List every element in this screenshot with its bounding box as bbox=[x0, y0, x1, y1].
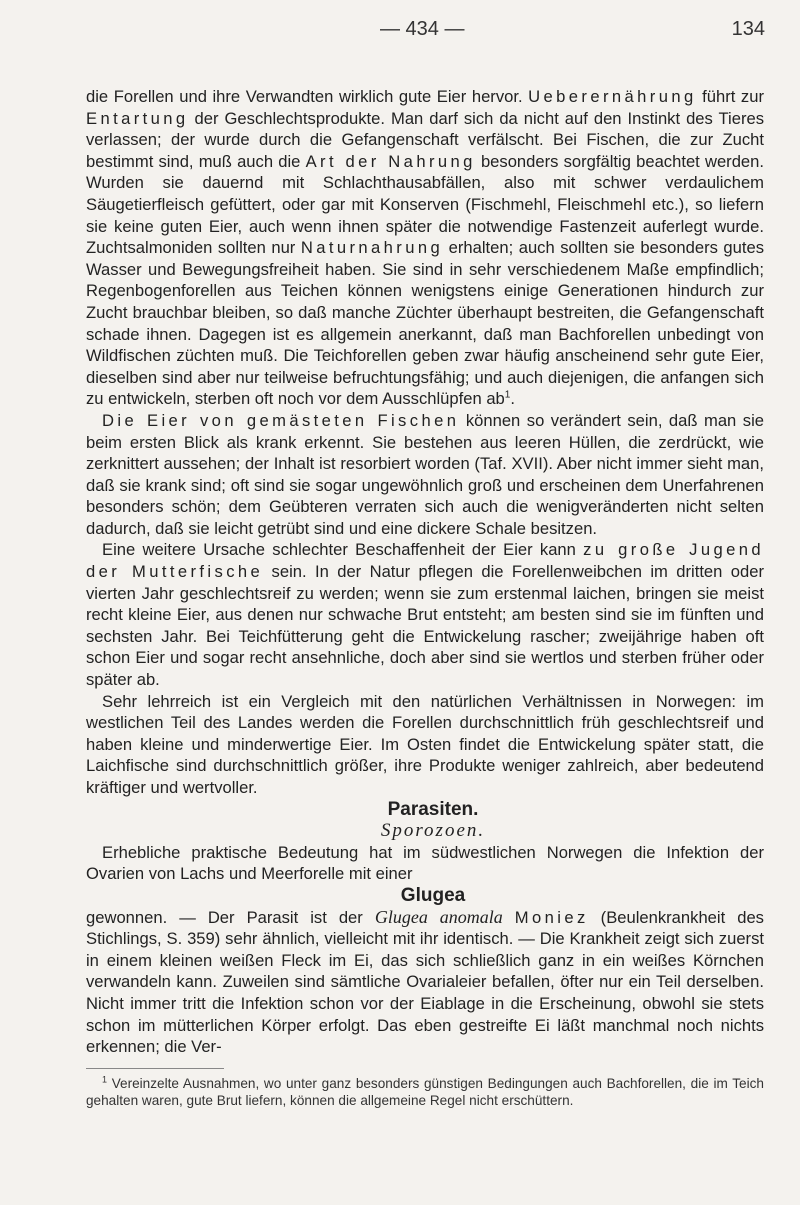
paragraph-infection: Erhebliche praktische Bedeutung hat im südwestlichen Norwegen die Infektion der Ovarien von Lachs und Meerforelle mit einer bbox=[86, 842, 764, 884]
emphasis-spaced: Die Eier von gemästeten Fischen bbox=[102, 410, 460, 430]
section-heading-parasiten: Parasiten. bbox=[387, 798, 479, 820]
folio-number: 134 bbox=[731, 18, 765, 40]
text-span: erhalten; auch sollten sie besonders gutes Wasser und Bewegungsfreiheit haben. Sie sind in sehr verschiedenem Maße empfindlich; Regenbogenforellen aus Teichen können wenigstens einige Generationen hindurch zur Zucht brauchbar bleiben, so daß manche Züchter überhaupt bestreiten, die Gefangenschaft schade ihnen. Dagegen ist es allgemein anerkannt, daß man Bachforellen unbedingt von Wildfischen züchten muß. Die Teichforellen geben zwar häufig anscheinend sehr gute Eier, dieselben sind aber nur teilweise befruchtungsfähig; und auch diejenigen, die anfangen sich zu entwickeln, sterben oft noch vor dem Ausschlüpfen ab bbox=[86, 238, 764, 409]
footnote-marker: 1 bbox=[504, 389, 511, 401]
text-span: sein. In der Natur pflegen die Forellenweibchen im dritten oder vierten Jahr geschlechtsreif zu werden; wenn sie zum erstenmal laichen, bringen sie meist recht kleine Eier, aus denen nur schwache Brut entsteht; am besten sind sie im fünften und sechsten Jahr. Bei Teichfütterung geht die Entwickelung rascher; zweijährige haben oft schon Eier und sogar recht ansehnliche, doch aber sind sie wertlos und sterben früher oder später ab. bbox=[86, 562, 764, 690]
author-name: Moniez bbox=[514, 907, 589, 927]
species-name: Glugea anomala bbox=[374, 906, 503, 927]
footnote-number: 1 bbox=[102, 1074, 108, 1085]
footnote-text: Vereinzelte Ausnahmen, wo unter ganz besonders günstigen Bedingungen auch Bachforellen, die im Teich gehalten waren, gute Brut liefern, können die allgemeine Regel nicht erschüttern. bbox=[86, 1075, 764, 1108]
subsection-heading-sporozoen: Sporozoen. bbox=[380, 820, 486, 842]
paragraph-norway: Sehr lehrreich ist ein Vergleich mit den natürlichen Verhältnissen in Norwegen: im westlichen Teil des Landes werden die Forellen durchschnittlich früh geschlechtsreif und haben kleine und minderwertige Eier. Im Osten findet die Entwickelung später statt, die Laichfische sind durchschnittlich größer, ihre Produkte weniger zahlreich, aber bedeutend kräftiger und wertvoller. bbox=[86, 691, 764, 797]
paragraph-young-mothers bbox=[86, 539, 764, 690]
text-span: Eine weitere Ursache schlechter Beschaffenheit der Eier kann bbox=[102, 540, 584, 560]
paragraph-fattened-fish bbox=[86, 410, 764, 540]
emphasis-spaced: Ueberernährung bbox=[528, 87, 697, 106]
footnote bbox=[86, 1075, 764, 1109]
text-span: die Forellen und ihre Verwandten wirklich gute Eier hervor. bbox=[86, 87, 529, 106]
paragraph-overfeeding bbox=[86, 86, 764, 410]
emphasis-spaced: Entartung bbox=[86, 108, 189, 128]
text-span: . bbox=[510, 389, 515, 409]
emphasis-spaced: zu große Jugend der Mutterfische bbox=[86, 540, 764, 582]
text-span: (Beulenkrankheit des Stichlings, S. 359) sehr ähnlich, vielleicht mit ihr identisch. — Die Krankheit zeigt sich zuerst in einem kleinen weißen Fleck im Ei, das sich schließlich ganz in ein weißes Körnchen verwandeln kann. Zuweilen sind sämtliche Ovarialeier befallen, öfter nur ein Teil derselben. Nicht immer tritt die Infektion schon vor der Eiablage in die Erscheinung, obwohl sie stets schon im mütterlichen Körper erfolgt. Das eben gestreifte Ei läßt manchmal noch nichts erkennen; die Ver- bbox=[86, 907, 764, 1057]
emphasis-spaced: Naturnahrung bbox=[300, 238, 444, 258]
paragraph-glugea bbox=[86, 907, 764, 1058]
text-span: führt zur bbox=[696, 87, 764, 106]
main-text bbox=[86, 86, 764, 1109]
page-number: — 434 — bbox=[380, 18, 465, 40]
emphasis-spaced: Art der Nahrung bbox=[305, 151, 476, 171]
text-span: besonders sorgfältig beachtet werden. Wurden sie dauernd mit Schlachthausabfällen, also mit schwer verdaulichem Säugetierfleisch gefüttert, oder gar mit Konserven (Fischmehl, Fleischmehl etc.), so liefern sie keine guten Eier, auch wenn ihnen später die notwendige Fastenzeit auferlegt wurde. Zuchtsalmoniden sollten nur bbox=[86, 151, 764, 258]
text-span: gewonnen. — Der Parasit ist der bbox=[86, 907, 375, 927]
text-span: können so verändert sein, daß man sie beim ersten Blick als krank erkennt. Sie bestehen aus leeren Hüllen, die zerdrückt, wie zerknittert aussehen; der Inhalt ist resorbiert worden (Taf. XVII). Aber nicht immer sieht man, daß sie krank sind; oft sind sie sogar ungewöhnlich groß und erscheinen dem Unerfahrenen besonders schön; dem Geübteren verraten sich auch die wenigveränderten nicht selten dadurch, daß sie leicht getrübt sind und eine dickere Schale besitzen. bbox=[86, 410, 764, 538]
text-span: der Geschlechtsprodukte. Man darf sich da nicht auf den Instinkt des Tieres verlassen; der wurde durch die Gefangenschaft verfälscht. Bei Fischen, die zur Zucht bestimmt sind, muß auch die bbox=[86, 108, 764, 171]
footnote-divider bbox=[86, 1068, 224, 1069]
genus-heading-glugea: Glugea bbox=[400, 884, 466, 906]
